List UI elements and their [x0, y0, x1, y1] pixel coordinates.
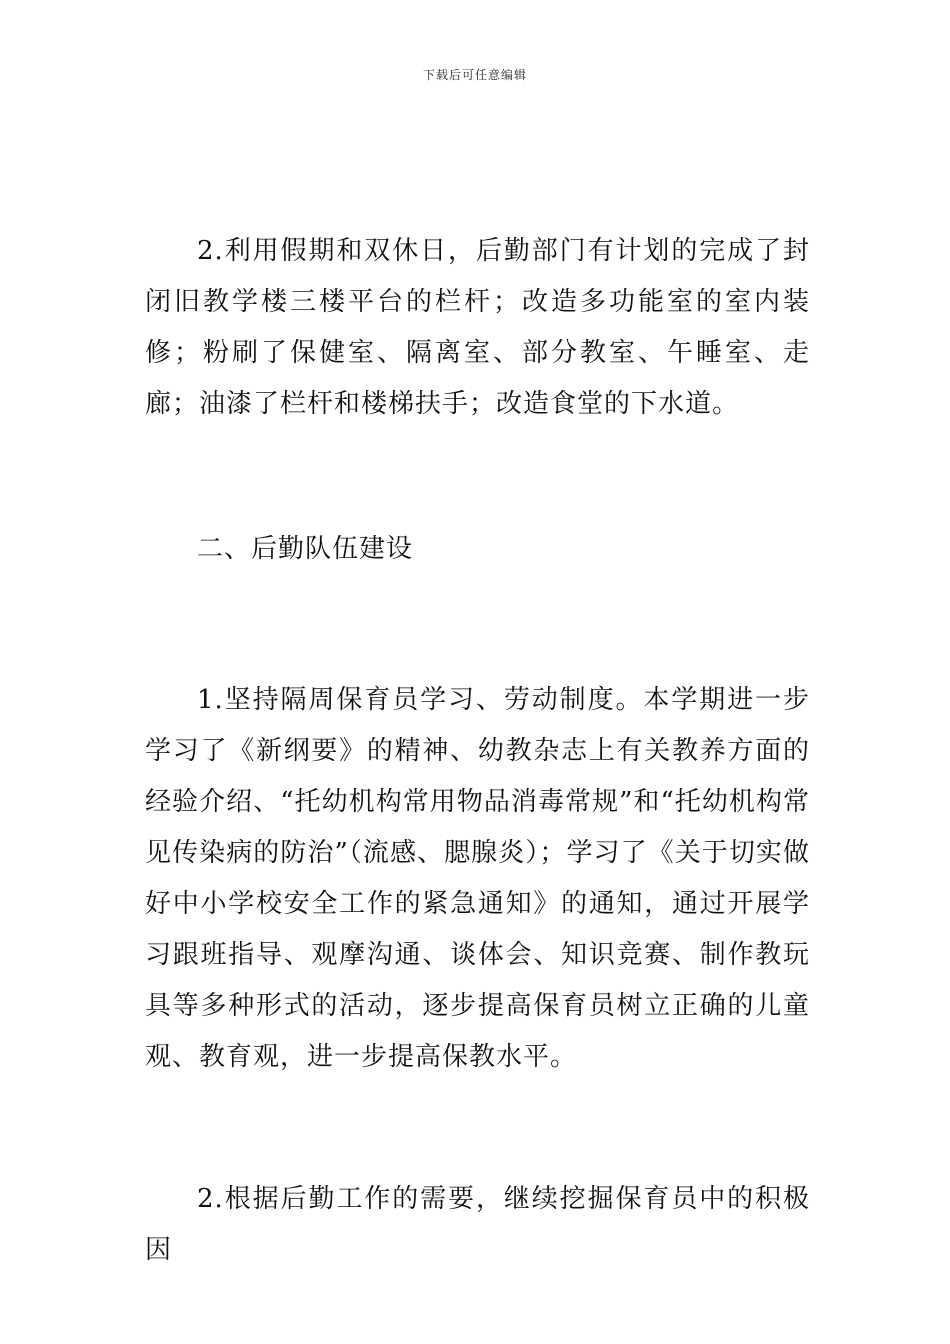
- section-heading: 二、后勤队伍建设: [197, 534, 414, 564]
- header-note: 下载后可任意编辑: [422, 68, 527, 82]
- paragraph-renovation: 2.利用假期和双休日，后勤部门有计划的完成了封闭旧教学楼三楼平台的栏杆；改造多功能室的室内装修；粉刷了保健室、隔离室、部分教室、午睡室、走廊；油漆了栏杆和楼梯扶手；改造食堂的下水道。: [145, 236, 810, 419]
- paragraph-staff-potential: 2.根据后勤工作的需要，继续挖掘保育员中的积极因: [145, 1184, 810, 1265]
- paragraph-staff-training: 1.坚持隔周保育员学习、劳动制度。本学期进一步学习了《新纲要》的精神、幼教杂志上有关教养方面的经验介绍、“托幼机构常用物品消毒常规”和“托幼机构常见传染病的防治”（流感、腮腺炎）；学习了《关于切实做好中小学校安全工作的紧急通知》的通知，通过开展学习跟班指导、观摩沟通、谈体会、知识竞赛、制作教玩具等多种形式的活动，逐步提高保育员树立正确的儿童观、教育观，进一步提高保教水平。: [145, 685, 810, 1072]
